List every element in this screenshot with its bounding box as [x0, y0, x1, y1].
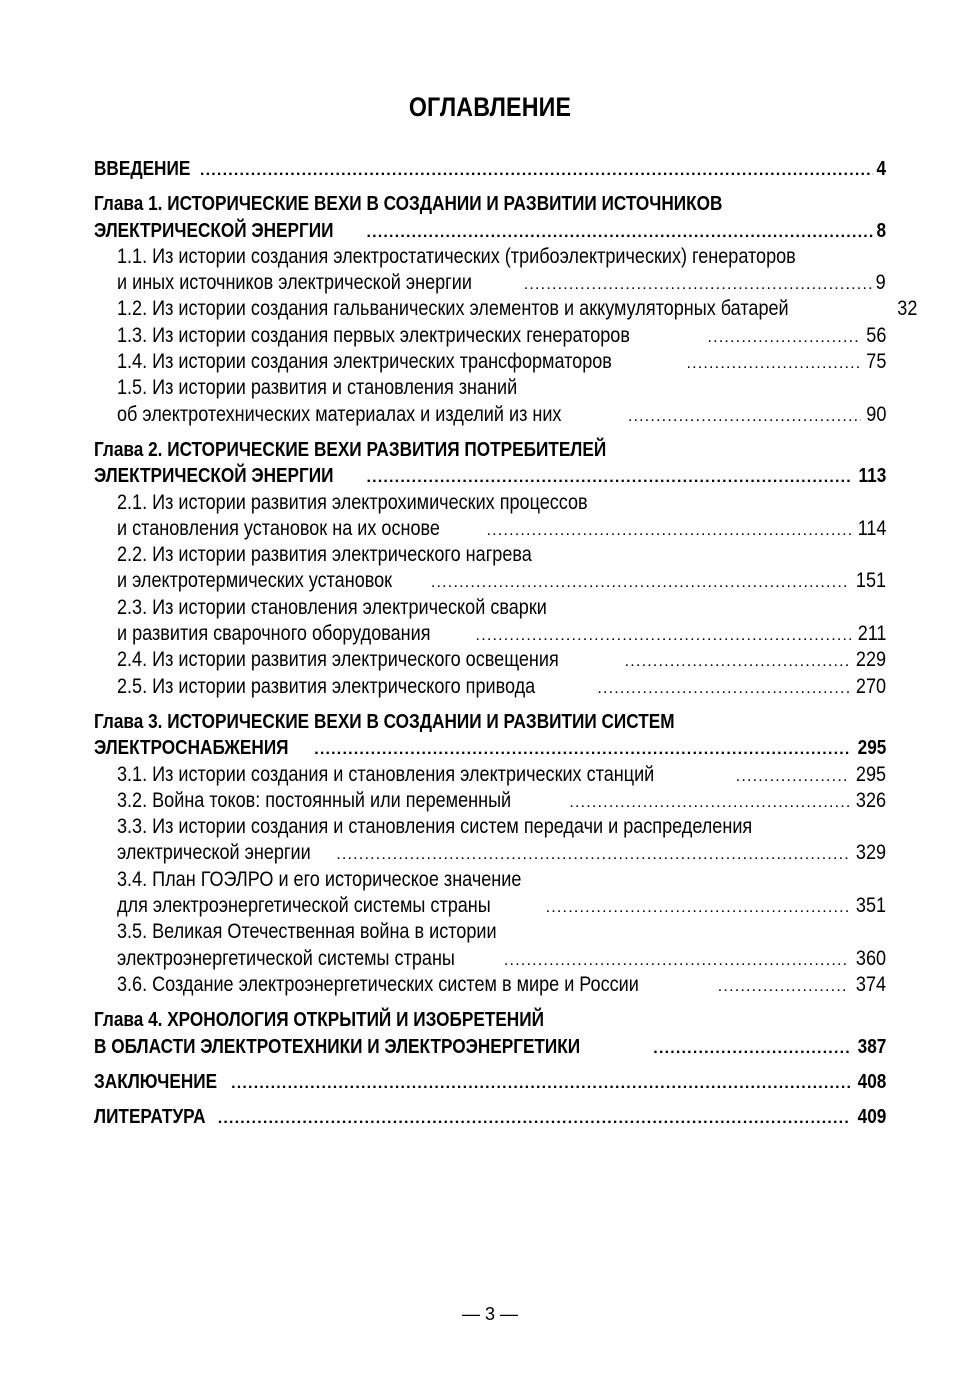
dot-leader — [431, 570, 849, 596]
toc-page-number: 229 — [855, 648, 886, 672]
toc-page-number: 408 — [857, 1070, 886, 1093]
toc-section-entry — [117, 814, 886, 867]
toc-page-number: 387 — [857, 1035, 886, 1058]
toc-entry-title: 1.5. Из истории развития и становления знаний — [117, 376, 518, 400]
toc-section-entry — [117, 674, 886, 700]
toc-entry-title: 3.6. Создание электроэнергетических систем в мире и России — [117, 972, 639, 996]
toc-section-entry — [117, 296, 918, 322]
toc-page-number: 8 — [876, 219, 886, 242]
toc-line — [117, 946, 886, 972]
toc-line — [117, 349, 886, 375]
dot-leader — [736, 764, 849, 790]
toc-section-entry — [117, 972, 886, 998]
toc-entry-title: 2.3. Из истории становления электрической сварки — [117, 595, 547, 619]
toc-entry-title: В ОБЛАСТИ ЭЛЕКТРОТЕХНИКИ И ЭЛЕКТРОЭНЕРГЕТИКИ — [94, 1035, 581, 1058]
toc-line — [117, 674, 886, 700]
dot-leader — [336, 842, 849, 868]
toc-chapter-entry — [94, 437, 886, 490]
toc-section-entry — [117, 490, 886, 543]
toc-chapter-entry — [94, 709, 886, 762]
toc-page-number: 295 — [855, 762, 886, 786]
dot-leader — [504, 948, 849, 974]
toc-line — [117, 972, 886, 998]
toc-page-number: 151 — [855, 569, 886, 593]
toc-entry-title: электроэнергетической системы страны — [117, 946, 455, 970]
toc-line — [117, 542, 886, 568]
toc-page-number: 113 — [858, 465, 886, 488]
toc-page-number: 270 — [855, 674, 886, 698]
toc-section-entry — [117, 349, 886, 375]
toc-entry-title: ЭЛЕКТРИЧЕСКОЙ ЭНЕРГИИ — [94, 219, 334, 242]
toc-page-number: 374 — [855, 972, 886, 996]
dot-leader — [487, 518, 851, 544]
toc-entry-title: 3.5. Великая Отечественная война в истории — [117, 920, 497, 944]
page-title: ОГЛАВЛЕНИЕ — [408, 92, 572, 122]
toc-entry-title: об электротехнических материалах и изделий из них — [117, 402, 562, 426]
toc-line — [117, 621, 886, 647]
toc-entry-title: 2.2. Из истории развития электрического нагрева — [117, 543, 532, 567]
toc-entry-title: электрической энергии — [117, 841, 311, 865]
toc-entry-title: и иных источников электрической энергии — [117, 271, 472, 295]
toc-entry-title: 2.1. Из истории развития электрохимических процессов — [117, 490, 588, 514]
toc-section-entry — [117, 542, 886, 595]
toc-page-number: 4 — [876, 158, 886, 180]
toc-page-number: 90 — [865, 402, 886, 426]
toc-line — [94, 735, 886, 761]
toc-line — [117, 595, 886, 621]
dot-leader — [231, 1071, 851, 1097]
toc-line — [94, 1069, 886, 1095]
toc-line — [117, 568, 886, 594]
page-number-footer: — 3 — — [461, 1304, 518, 1324]
toc-chapter-entry — [94, 1104, 886, 1130]
toc-chapter-entry — [94, 191, 886, 244]
table-of-contents — [94, 156, 918, 1130]
toc-section-entry — [117, 595, 886, 648]
toc-section-entry — [117, 375, 886, 428]
toc-page-number: 326 — [855, 788, 886, 812]
dot-leader — [686, 351, 860, 377]
dot-leader — [200, 158, 873, 184]
toc-line — [117, 867, 886, 893]
toc-line — [117, 762, 886, 788]
dot-leader — [718, 974, 849, 1000]
toc-line — [117, 516, 886, 542]
toc-line — [117, 270, 886, 296]
dot-leader — [569, 790, 849, 816]
toc-line — [117, 296, 918, 322]
dot-leader — [524, 272, 873, 298]
toc-entry-title: 2.4. Из истории развития электрического освещения — [117, 648, 559, 672]
toc-line — [117, 893, 886, 919]
toc-line — [117, 788, 886, 814]
toc-entry-title: 1.3. Из истории создания первых электрических генераторов — [117, 323, 630, 347]
toc-entry-title: 1.4. Из истории создания электрических трансформаторов — [117, 350, 612, 374]
toc-page-number: 56 — [865, 323, 886, 347]
toc-section-entry — [117, 867, 886, 920]
toc-line — [94, 156, 886, 182]
toc-page-number: 211 — [857, 622, 886, 646]
toc-section-entry — [117, 647, 886, 673]
toc-line — [94, 709, 886, 735]
toc-entry-title: ЭЛЕКТРИЧЕСКОЙ ЭНЕРГИИ — [94, 465, 334, 488]
toc-page-number: 329 — [855, 841, 886, 865]
dot-leader — [314, 737, 850, 763]
dot-leader — [366, 220, 872, 246]
toc-chapter-entry — [94, 156, 886, 182]
toc-entry-title: и становления установок на их основе — [117, 516, 440, 540]
toc-entry-title: 3.4. План ГОЭЛРО и его историческое значение — [117, 867, 522, 891]
toc-chapter-entry — [94, 1007, 886, 1060]
toc-line — [117, 402, 886, 428]
toc-entry-title: и развития сварочного оборудования — [117, 622, 431, 646]
toc-entry-title: Глава 1. ИСТОРИЧЕСКИЕ ВЕХИ В СОЗДАНИИ И РАЗВИТИИ ИСТОЧНИКОВ — [94, 193, 723, 216]
toc-page-number: 295 — [857, 737, 886, 760]
toc-line — [94, 1104, 886, 1130]
toc-entry-title: ЗАКЛЮЧЕНИЕ — [94, 1070, 218, 1093]
dot-leader — [218, 1106, 851, 1132]
toc-line — [117, 647, 886, 673]
toc-page-number: 360 — [855, 946, 886, 970]
toc-section-entry — [117, 323, 886, 349]
toc-entry-title: 3.3. Из истории создания и становления систем передачи и распределения — [117, 815, 753, 839]
toc-entry-title: 1.1. Из истории создания электростатических (трибоэлектрических) генераторов — [117, 244, 796, 268]
toc-line — [117, 814, 886, 840]
dot-leader — [597, 676, 849, 702]
toc-line — [117, 244, 886, 270]
toc-entry-title: ЭЛЕКТРОСНАБЖЕНИЯ — [94, 737, 289, 760]
toc-page-number: 114 — [857, 516, 886, 540]
toc-line — [117, 323, 886, 349]
toc-entry-title: 1.2. Из истории создания гальванических элементов и аккумуляторных батарей — [117, 297, 789, 321]
toc-section-entry — [117, 244, 886, 297]
toc-entry-title: Глава 4. ХРОНОЛОГИЯ ОТКРЫТИЙ И ИЗОБРЕТЕНИЙ — [94, 1009, 544, 1032]
dot-leader — [625, 649, 849, 675]
toc-section-entry — [117, 788, 886, 814]
toc-line — [94, 437, 886, 463]
toc-entry-title: Глава 2. ИСТОРИЧЕСКИЕ ВЕХИ РАЗВИТИЯ ПОТРЕБИТЕЛЕЙ — [94, 438, 607, 461]
toc-entry-title: 3.1. Из истории создания и становления электрических станций — [117, 762, 655, 786]
toc-page-number: 351 — [855, 894, 886, 918]
toc-section-entry — [117, 762, 886, 788]
toc-entry-title: Глава 3. ИСТОРИЧЕСКИЕ ВЕХИ В СОЗДАНИИ И РАЗВИТИИ СИСТЕМ — [94, 710, 675, 733]
toc-entry-title: ЛИТЕРАТУРА — [94, 1106, 206, 1129]
toc-line — [94, 191, 886, 217]
dot-leader — [653, 1036, 850, 1062]
toc-entry-title: 3.2. Война токов: постоянный или переменный — [117, 788, 512, 812]
toc-line — [94, 463, 886, 489]
dot-leader — [366, 465, 851, 491]
dot-leader — [476, 623, 851, 649]
toc-entry-title: 2.5. Из истории развития электрического привода — [117, 674, 536, 698]
toc-line — [117, 490, 886, 516]
dot-leader — [546, 895, 849, 921]
toc-line — [94, 1034, 886, 1060]
toc-line — [117, 840, 886, 866]
toc-entry-title: и электротермических установок — [117, 569, 393, 593]
dot-leader — [707, 325, 860, 351]
toc-line — [94, 218, 886, 244]
toc-page-number: 75 — [865, 350, 886, 374]
dot-leader — [628, 404, 861, 430]
toc-section-entry — [117, 919, 886, 972]
toc-line — [94, 1007, 886, 1033]
toc-entry-title: для электроэнергетической системы страны — [117, 894, 491, 918]
toc-page-number: 409 — [857, 1106, 886, 1129]
toc-page-number: 32 — [897, 297, 918, 321]
toc-chapter-entry — [94, 1069, 886, 1095]
toc-line — [117, 375, 886, 401]
toc-entry-title: ВВЕДЕНИЕ — [94, 158, 191, 180]
toc-page-number: 9 — [875, 271, 886, 295]
toc-line — [117, 919, 886, 945]
